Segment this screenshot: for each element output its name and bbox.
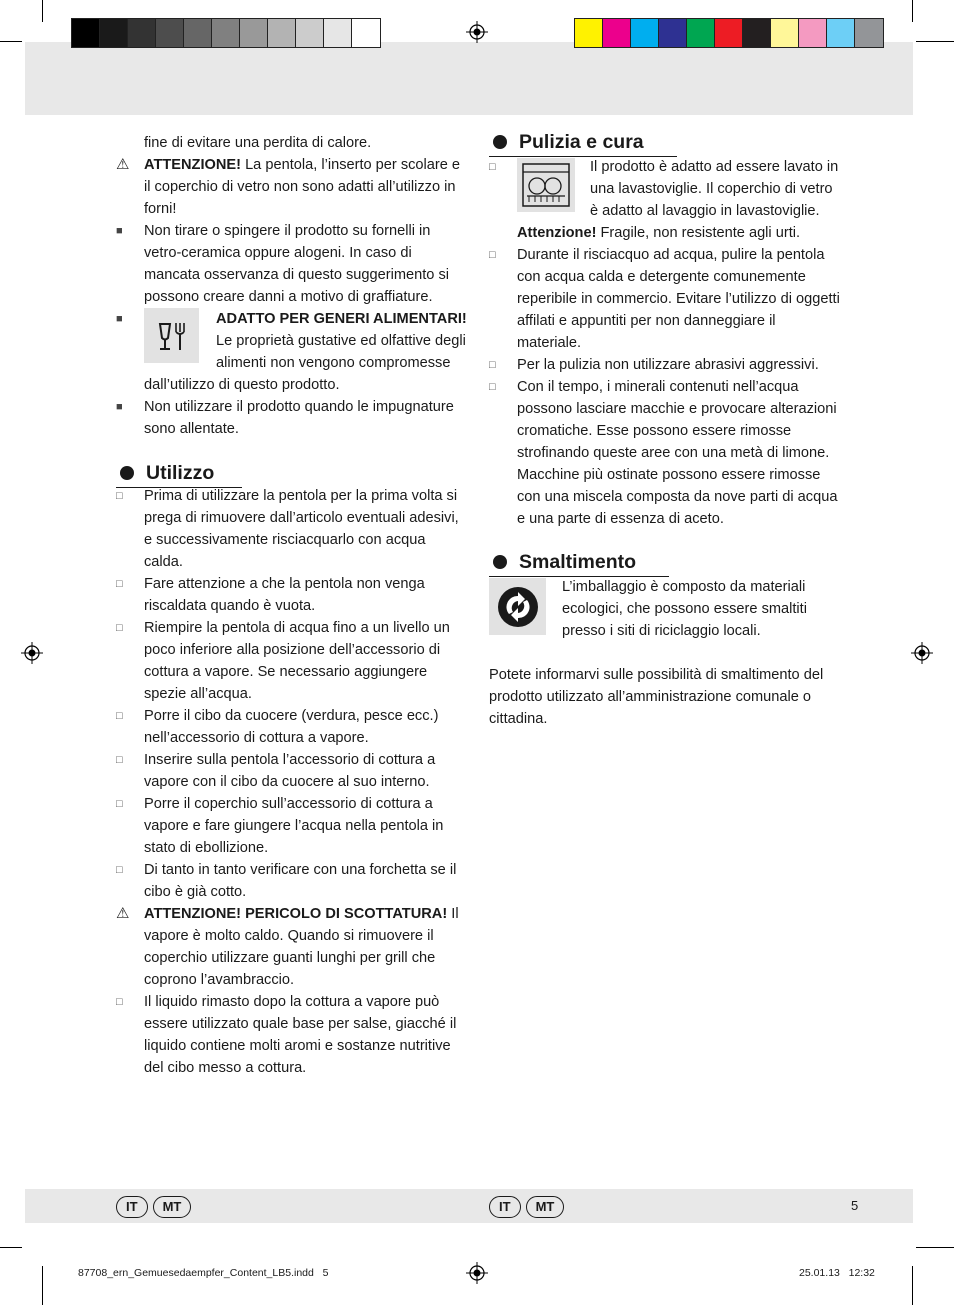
list-item: □ Inserire sulla pentola l’accessorio di cottura a vapore con il cibo da cuocere al suo interno. [116,749,468,793]
color-swatch [743,19,771,47]
checkbox-bullet-icon: □ [116,578,123,590]
list-item: □ Il liquido rimasto dopo la cottura a vapore può essere utilizzato quale base per salse, giacché il liquido contiene molti aromi e sostanze nutritive del cibo messo a cottura. [116,991,468,1079]
color-swatch [352,19,380,47]
right-column [489,130,841,730]
crop-mark [912,0,913,22]
crop-mark [916,41,954,42]
color-swatch [631,19,659,47]
registration-mark-icon [911,642,933,664]
language-badge-mt: MT [153,1196,192,1218]
registration-mark-icon [466,21,488,43]
registration-mark-icon [466,1262,488,1284]
section-heading-smaltimento [489,550,649,574]
language-badges-left [116,1196,196,1218]
print-timestamp: 25.01.13 12:32 [799,1267,875,1279]
list-item: □ Con il tempo, i minerali contenuti nell’acqua possono lasciare macchie e provocare alterazioni cromatiche. Esse possono essere rimosse strofinando queste aree con una metà di limone. Macchine più ostinate possono essere rimosse con una miscela composta da nove parti di acqua e una parte di essenza di aceto. [489,376,841,530]
checkbox-bullet-icon: □ [489,249,496,261]
color-swatch [128,19,156,47]
color-swatch [240,19,268,47]
color-swatch [575,19,603,47]
warning-item [116,903,468,991]
list-item: □ Fare attenzione a che la pentola non venga riscaldata quando è vuota. [116,573,468,617]
list-item: □ Per la pulizia non utilizzare abrasivi aggressivi. [489,354,841,376]
color-swatch [212,19,240,47]
heading-text: Smaltimento [519,551,637,573]
bullet-dot-icon [493,135,507,149]
checkbox-bullet-icon: □ [489,381,496,393]
list-item [116,396,468,440]
heading-text: Pulizia e cura [519,131,644,153]
square-bullet-icon: ■ [116,313,123,325]
list-item: □ Riempire la pentola di acqua fino a un livello un poco inferiore alla posizione dell’accessorio di cottura a vapore. Se necessario aggiungere spezie all’acqua. [116,617,468,705]
checkbox-bullet-icon: □ [116,996,123,1008]
checkbox-bullet-icon: □ [116,798,123,810]
warning-text: Il vapore è molto caldo. Quando si rimuovere il coperchio utilizzare guanti lunghi per grill che coprono l’avambraccio. [144,906,459,988]
list-item: □ Prima di utilizzare la pentola per la prima volta si prega di rimuovere dall’articolo eventuali adesivi, e successivamente risciacquarlo con acqua calda. [116,485,468,573]
warning-triangle-icon: ⚠ [116,905,130,922]
bullet-dot-icon [120,466,134,480]
checkbox-bullet-icon: □ [116,864,123,876]
checkbox-bullet-icon: □ [116,710,123,722]
food-safe-icon [144,308,199,363]
crop-mark [42,0,43,22]
list-item: □ Porre il coperchio sull’accessorio di cottura a vapore e fare giungere l’acqua nella pentola in stato di ebollizione. [116,793,468,859]
color-swatch [100,19,128,47]
color-swatch [827,19,855,47]
color-swatch [324,19,352,47]
bullet-dot-icon [493,555,507,569]
square-bullet-icon: ■ [116,401,123,413]
warning-text: La pentola, l’inserto per scolare e il coperchio di vetro non sono adatti all’utilizzo in forni! [144,157,461,217]
list-item: □ Durante il risciacquo ad acqua, pulire la pentola con acqua calda e detergente comunemente reperibile in commercio. Evitare l’utilizzo di oggetti affilati e appuntiti per non danneggiare il materiale. [489,244,841,354]
color-swatch [296,19,324,47]
list-item [116,220,468,308]
section-heading-utilizzo [116,461,222,485]
paragraph: Potete informarvi sulle possibilità di smaltimento del prodotto utilizzato all’amministrazione comunale o cittadina. [489,667,824,727]
checkbox-bullet-icon: □ [116,490,123,502]
registration-mark-icon [21,642,43,664]
color-swatch [855,19,883,47]
checkbox-bullet-icon: □ [489,359,496,371]
crop-mark [916,1247,954,1248]
list-item-text: Non utilizzare il prodotto quando le impugnature sono allentate. [144,399,454,437]
language-badge-it: IT [116,1196,148,1218]
section-heading-pulizia [489,130,657,154]
color-swatch [771,19,799,47]
color-swatch [799,19,827,47]
language-badge-mt: MT [526,1196,565,1218]
color-swatch [715,19,743,47]
paragraph: fine di evitare una perdita di calore. [144,135,372,151]
food-safe-item [116,308,468,396]
green-dot-recycling-icon [489,578,546,635]
language-badges-right [489,1196,569,1218]
warning-triangle-icon: ⚠ [116,156,130,173]
crop-mark [912,1266,913,1305]
warning-label: ATTENZIONE! [144,157,242,173]
color-swatch [268,19,296,47]
page-number: 5 [851,1198,859,1213]
list-item-text: Non tirare o spingere il prodotto su fornelli in vetro-ceramica oppure alogeni. In caso di mancata osservanza di questo suggerimento si possono creare danni a motivo di graffiature. [144,223,450,305]
recycling-paragraph [489,576,841,642]
paragraph: L’imballaggio è composto da materiali ecologici, che possono essere smaltiti presso i siti di riciclaggio locali. [562,579,807,639]
color-swatch [72,19,100,47]
heading-text: Utilizzo [146,462,215,484]
warning-label: ATTENZIONE! PERICOLO DI SCOTTATURA! [144,906,448,922]
list-item: □ Porre il cibo da cuocere (verdura, pesce ecc.) nell’accessorio di cottura a vapore. [116,705,468,749]
process-color-bar [574,18,884,48]
color-swatch [687,19,715,47]
attention-label: Attenzione! [517,225,597,241]
header-band [25,42,913,115]
color-swatch [184,19,212,47]
crop-mark [0,1247,22,1248]
list-item: □ Il prodotto è adatto ad essere lavato in una lavastoviglie. Il coperchio di vetro è adatto al lavaggio in lavastoviglie. Attenzione! Fragile, non resistente agli urti. [489,156,841,244]
food-safe-text: Le proprietà gustative ed olfattive degli alimenti non vengono compromesse dall’utilizzo di questo prodotto. [144,333,466,393]
color-swatch [603,19,631,47]
list-item: □ Di tanto in tanto verificare con una forchetta se il cibo è già cotto. [116,859,468,903]
square-bullet-icon: ■ [116,225,123,237]
checkbox-bullet-icon: □ [489,161,496,173]
file-name: 87708_ern_Gemuesedaempfer_Content_LB5.indd 5 [78,1267,329,1279]
color-swatch [659,19,687,47]
color-swatch [156,19,184,47]
crop-mark [0,41,22,42]
language-badge-it: IT [489,1196,521,1218]
left-column [116,132,468,1079]
crop-mark [42,1266,43,1305]
food-safe-label: ADATTO PER GENERI ALIMENTARI! [216,311,467,327]
warning-item [116,154,468,220]
dishwasher-icon [517,158,575,212]
checkbox-bullet-icon: □ [116,754,123,766]
grayscale-color-bar [71,18,381,48]
checkbox-bullet-icon: □ [116,622,123,634]
